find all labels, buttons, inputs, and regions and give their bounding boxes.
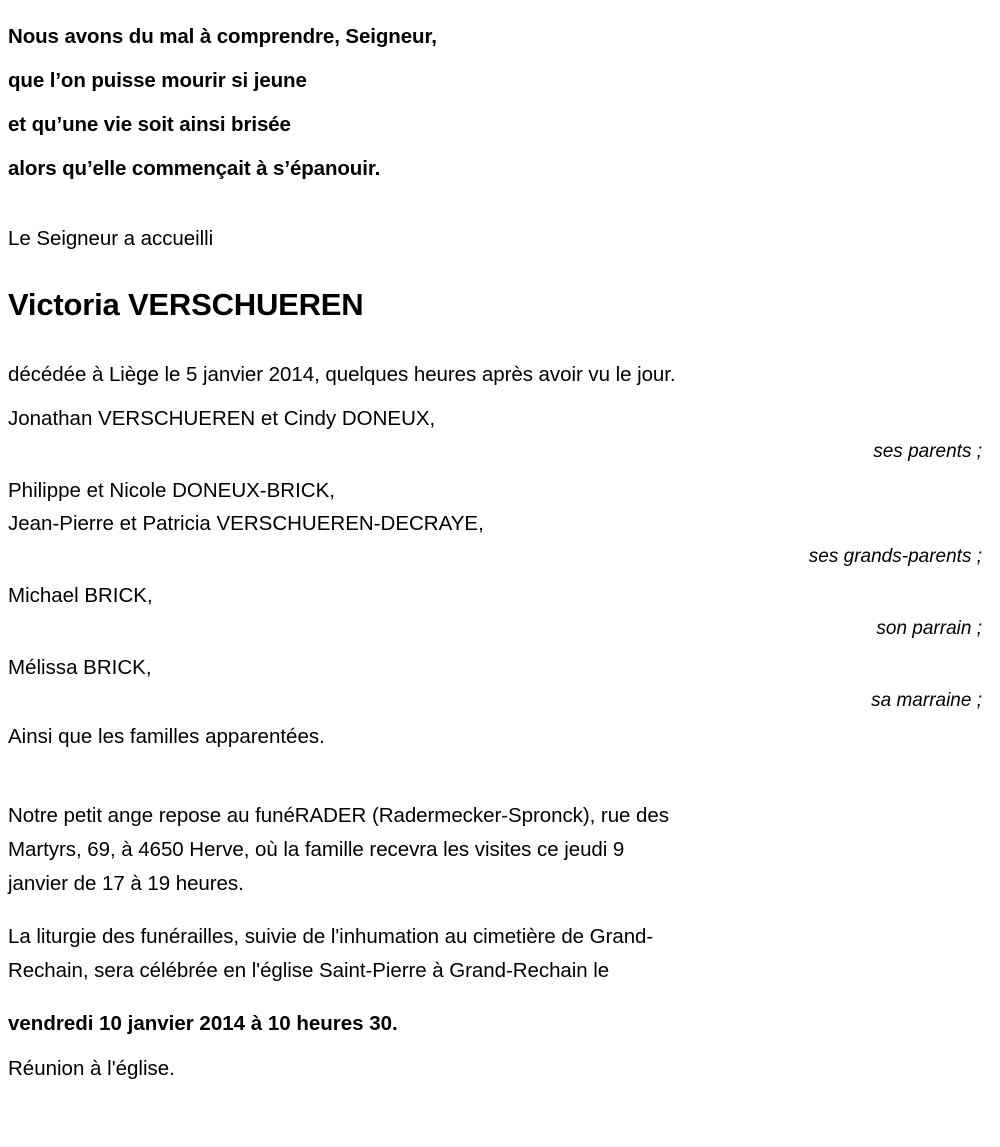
liturgy-line-1: La liturgie des funérailles, suivie de l'inhumation au cimetière de Grand-	[8, 925, 654, 948]
allied-families-text: Ainsi que les familles apparentées.	[8, 725, 325, 748]
verse-line-4: alors qu’elle commençait à s’épanouir.	[8, 157, 381, 180]
repose-line-2: Martyrs, 69, à 4650 Herve, où la famille recevra les visites ce jeudi 9	[8, 838, 625, 861]
relation-label-grandparents: ses grands-parents ;	[808, 546, 982, 567]
verse-line-2: que l’on puisse mourir si jeune	[8, 69, 307, 92]
opening-verse	[8, 0, 990, 191]
relation-label-parents: ses parents ;	[873, 441, 982, 462]
verse-line-1: Nous avons du mal à comprendre, Seigneur,	[8, 25, 437, 48]
verse-line-3: et qu’une vie soit ainsi brisée	[8, 113, 291, 136]
family-member-line: Jonathan VERSCHUEREN et Cindy DONEUX,	[8, 407, 436, 430]
relation-label-godmother: sa marraine ;	[871, 690, 982, 711]
family-member-line: Mélissa BRICK,	[8, 656, 152, 679]
liturgy-paragraph	[8, 920, 990, 988]
liturgy-line-2: Rechain, sera célébrée en l'église Saint-Pierre à Grand-Rechain le	[8, 959, 610, 982]
funeral-arrangements	[8, 799, 990, 1086]
ceremony-datetime: vendredi 10 janvier 2014 à 10 heures 30.	[8, 1012, 398, 1035]
family-member-line: Michael BRICK,	[8, 584, 153, 607]
lead-in-text: Le Seigneur a accueilli	[8, 227, 214, 250]
deceased-name: Victoria VERSCHUEREN	[8, 287, 364, 322]
repose-paragraph	[8, 799, 990, 901]
family-member-line: Philippe et Nicole DONEUX-BRICK,	[8, 479, 335, 502]
death-statement: décédée à Liège le 5 janvier 2014, quelques heures après avoir vu le jour.	[8, 363, 676, 386]
family-group-parents	[8, 402, 990, 469]
relation-label-godfather: son parrain ;	[876, 618, 982, 639]
repose-line-1: Notre petit ange repose au funéRADER (Radermecker-Spronck), rue des	[8, 804, 669, 827]
gathering-note: Réunion à l'église.	[8, 1057, 175, 1080]
repose-line-3: janvier de 17 à 19 heures.	[8, 872, 244, 895]
family-group-grandparents	[8, 474, 990, 574]
family-member-line: Jean-Pierre et Patricia VERSCHUEREN-DECRAYE,	[8, 512, 484, 535]
family-listing	[8, 402, 990, 753]
family-group-godmother	[8, 651, 990, 718]
family-group-godfather	[8, 579, 990, 646]
